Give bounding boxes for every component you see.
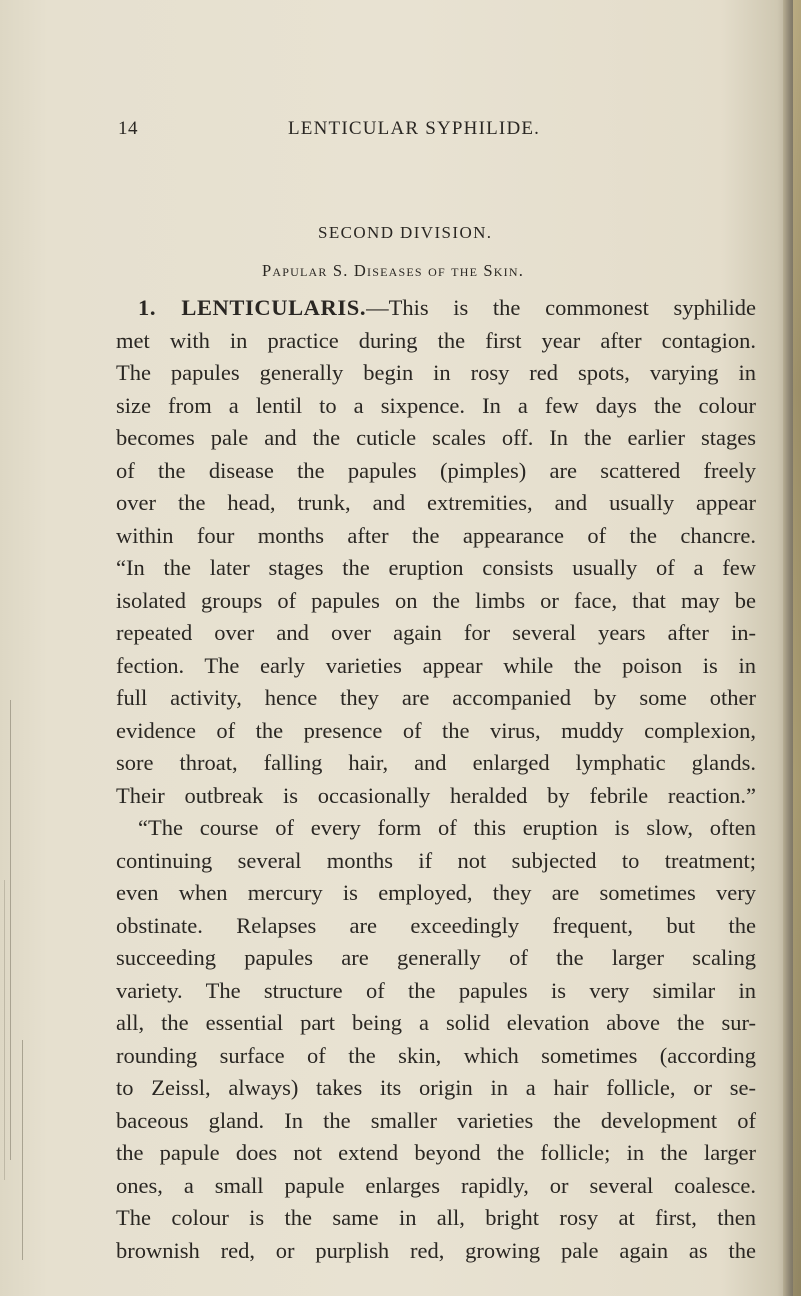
text-line: to Zeissl, always) takes its origin in a hair follicle, or se- — [116, 1075, 756, 1100]
text-line: continuing several months if not subjected to treatment; — [116, 847, 756, 873]
text-line: isolated groups of papules on the limbs or face, that may be — [116, 587, 756, 613]
running-head: LENTICULAR SYPHILIDE. — [288, 118, 541, 139]
text-line: size from a lentil to a sixpence. In a few days the colour — [116, 392, 756, 418]
text-line: within four months after the appearance of the chancre. — [116, 522, 756, 548]
text-line: variety. The structure of the papules is very similar in — [116, 977, 756, 1003]
ledger-rule — [10, 700, 11, 1160]
text-line: of the disease the papules (pimples) are scattered freely — [116, 457, 756, 483]
text-line: all, the essential part being a solid elevation above the sur- — [116, 1010, 756, 1035]
ledger-rule — [4, 880, 5, 1180]
page-edge-highlight — [793, 0, 801, 1296]
text-line: sore throat, falling hair, and enlarged lymphatic glands. — [116, 750, 756, 775]
text-line: The papules generally begin in rosy red spots, varying in — [116, 360, 756, 385]
text-line: obstinate. Relapses are exceedingly frequent, but the — [116, 912, 756, 938]
text-line: The colour is the same in all, bright rosy at first, then — [116, 1205, 756, 1230]
text-line: succeeding papules are generally of the larger scaling — [116, 945, 756, 970]
division-title: SECOND DIVISION. — [318, 223, 493, 242]
text-line: met with in practice during the first year after contagion. — [116, 327, 756, 353]
text-line: rounding surface of the skin, which sometimes (according — [116, 1042, 756, 1068]
text-line: over the head, trunk, and extremities, and usually appear — [116, 490, 756, 515]
text-line: ones, a small papule enlarges rapidly, or several coalesce. — [116, 1172, 756, 1198]
text-line: the papule does not extend beyond the follicle; in the larger — [116, 1140, 756, 1165]
text-line: baceous gland. In the smaller varieties the development of — [116, 1107, 756, 1133]
text-line — [116, 292, 756, 325]
text-line: becomes pale and the cuticle scales off. In the earlier stages — [116, 425, 756, 450]
ledger-rule — [22, 1040, 23, 1260]
text-line: evidence of the presence of the virus, muddy complexion, — [116, 717, 756, 743]
text-line: repeated over and over again for several years after in- — [116, 620, 756, 645]
section-subheading: Papular S. Diseases of the Skin. — [262, 261, 525, 280]
text-line: even when mercury is employed, they are sometimes very — [116, 880, 756, 905]
page-number: 14 — [118, 118, 138, 139]
text-line: “In the later stages the eruption consists usually of a few — [116, 555, 756, 580]
body-text — [116, 292, 756, 1267]
text-line: fection. The early varieties appear while the poison is in — [116, 652, 756, 678]
section-label: 1. LENTICULARIS. — [138, 295, 367, 320]
text-line: “The course of every form of this eruption is slow, often — [138, 815, 756, 840]
text-line: full activity, hence they are accompanied by some other — [116, 685, 756, 710]
page-header — [118, 118, 758, 144]
text-line: Their outbreak is occasionally heralded by febrile reaction.” — [116, 782, 756, 808]
text-line-content: —This is the commonest syphilide — [366, 295, 756, 320]
text-line: brownish red, or purplish red, growing pale again as the — [116, 1237, 756, 1263]
